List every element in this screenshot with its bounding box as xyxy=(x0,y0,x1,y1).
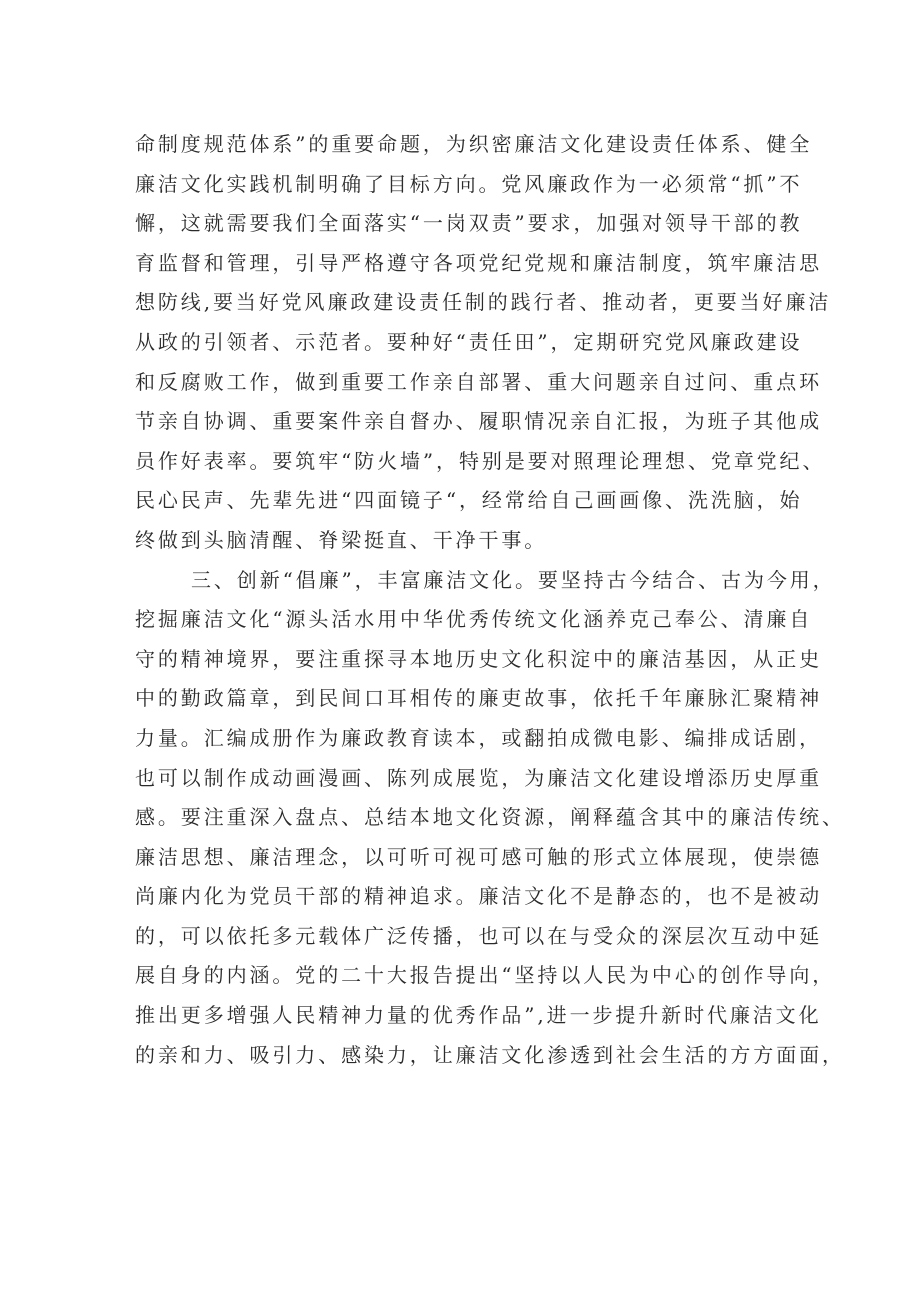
text-line: 挖掘廉洁文化“源头活水用中华优秀传统文化涵养克己奉公、清廉自 xyxy=(135,607,813,632)
text-line: 终做到头脑清醒、脊梁挺直、干净干事。 xyxy=(135,527,548,552)
section-heading-line: 三、创新“倡廉”，丰富廉洁文化。要坚持古今结合、古为今用， xyxy=(191,567,836,592)
text-line: 节亲自协调、重要案件亲自督办、履职情况亲自汇报，为班子其他成 xyxy=(135,409,822,434)
text-line: 展自身的内涵。党的二十大报告提出“坚持以人民为中心的创作导向， xyxy=(135,963,836,988)
text-line: 懈，这就需要我们全面落实“一岗双责”要求，加强对领导干部的教 xyxy=(135,211,803,236)
text-line: 命制度规范体系”的重要命题，为织密廉洁文化建设责任体系、健全 xyxy=(135,132,813,156)
text-line: 员作好表率。要筑牢“防火墙”，特别是要对照理论理想、党章党纪、 xyxy=(135,448,826,473)
text-line: 从政的引领者、示范者。要种好“责任田”，定期研究党风廉政建设 xyxy=(135,329,803,354)
text-line: 的亲和力、吸引力、感染力，让廉洁文化渗透到社会生活的方方面面， xyxy=(135,1042,845,1067)
text-line: 的，可以依托多元载体广泛传播，也可以在与受众的深层次互动中延 xyxy=(135,923,822,948)
text-line: 想防线,要当好党风廉政建设责任制的践行者、推动者，更要当好廉洁 xyxy=(135,290,832,315)
text-line: 也可以制作成动画漫画、陈列成展览，为廉洁文化建设增添历史厚重 xyxy=(135,765,822,790)
text-line: 感。要注重深入盘点、总结本地文化资源，阐释蕴含其中的廉洁传统、 xyxy=(135,805,845,830)
text-line: 和反腐败工作，做到重要工作亲自部署、重大问题亲自过问、重点环 xyxy=(135,369,822,394)
text-line: 尚廉内化为党员干部的精神追求。廉洁文化不是静态的，也不是被动 xyxy=(135,884,822,909)
text-line: 育监督和管理，引导严格遵守各项党纪党规和廉洁制度，筑牢廉洁思 xyxy=(135,250,822,275)
text-line: 力量。汇编成册作为廉政教育读本，或翻拍成微电影、编排成话剧， xyxy=(135,725,822,750)
text-line: 守的精神境界，要注重探寻本地历史文化积淀中的廉洁基因，从正史 xyxy=(135,646,822,671)
text-line: 推出更多增强人民精神力量的优秀作品”,进一步提升新时代廉洁文化 xyxy=(135,1003,822,1028)
text-line: 廉洁思想、廉洁理念，以可听可视可感可触的形式立体展现，使崇德 xyxy=(135,844,822,869)
text-line: 廉洁文化实践机制明确了目标方向。党风廉政作为一必须常“抓”不 xyxy=(135,171,803,196)
text-line: 民心民声、先辈先进“四面镜子“，经常给自己画画像、洗洗脑，始 xyxy=(135,488,803,513)
text-line: 中的勤政篇章，到民间口耳相传的廉吏故事，依托千年廉脉汇聚精神 xyxy=(135,686,822,711)
body-text xyxy=(135,125,845,1075)
